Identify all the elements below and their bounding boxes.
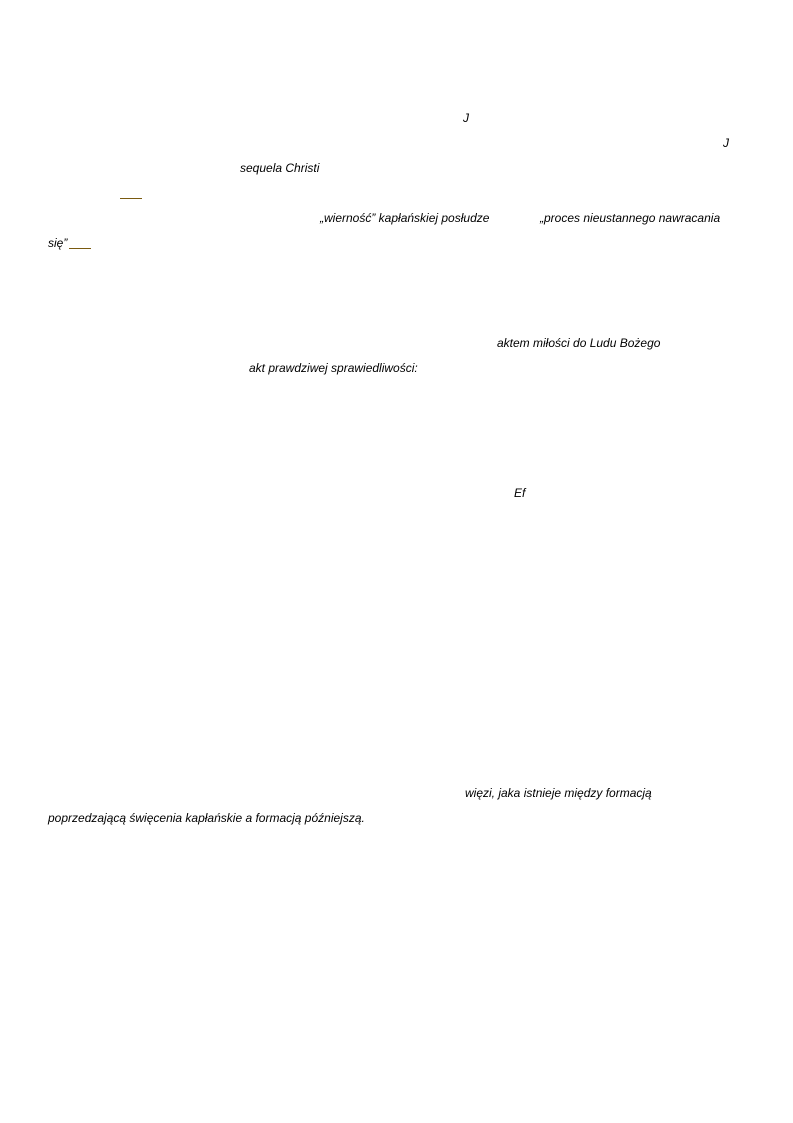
text-fragment-j-1: J xyxy=(463,111,469,125)
text-fragment-sie: się” xyxy=(48,236,68,250)
text-fragment-wiezi: więzi, jaka istnieje między formacją xyxy=(465,786,652,800)
text-fragment-akt-sprawiedliwosci: akt prawdziwej sprawiedliwości: xyxy=(249,361,418,375)
footnote-underline-1 xyxy=(120,198,142,199)
text-fragment-sequela-christi: sequela Christi xyxy=(240,161,320,175)
footnote-underline-2 xyxy=(69,248,91,249)
text-fragment-j-2: J xyxy=(723,136,729,150)
text-fragment-aktem-milosci: aktem miłości do Ludu Bożego xyxy=(497,336,661,350)
text-fragment-proces: „proces nieustannego nawracania xyxy=(540,211,721,225)
text-fragment-ef: Ef xyxy=(514,486,526,500)
text-fragment-poprzedzajaca: poprzedzającą święcenia kapłańskie a formacją późniejszą. xyxy=(48,811,365,825)
text-fragment-wiernosc: „wierność” kapłańskiej posłudze xyxy=(320,211,490,225)
